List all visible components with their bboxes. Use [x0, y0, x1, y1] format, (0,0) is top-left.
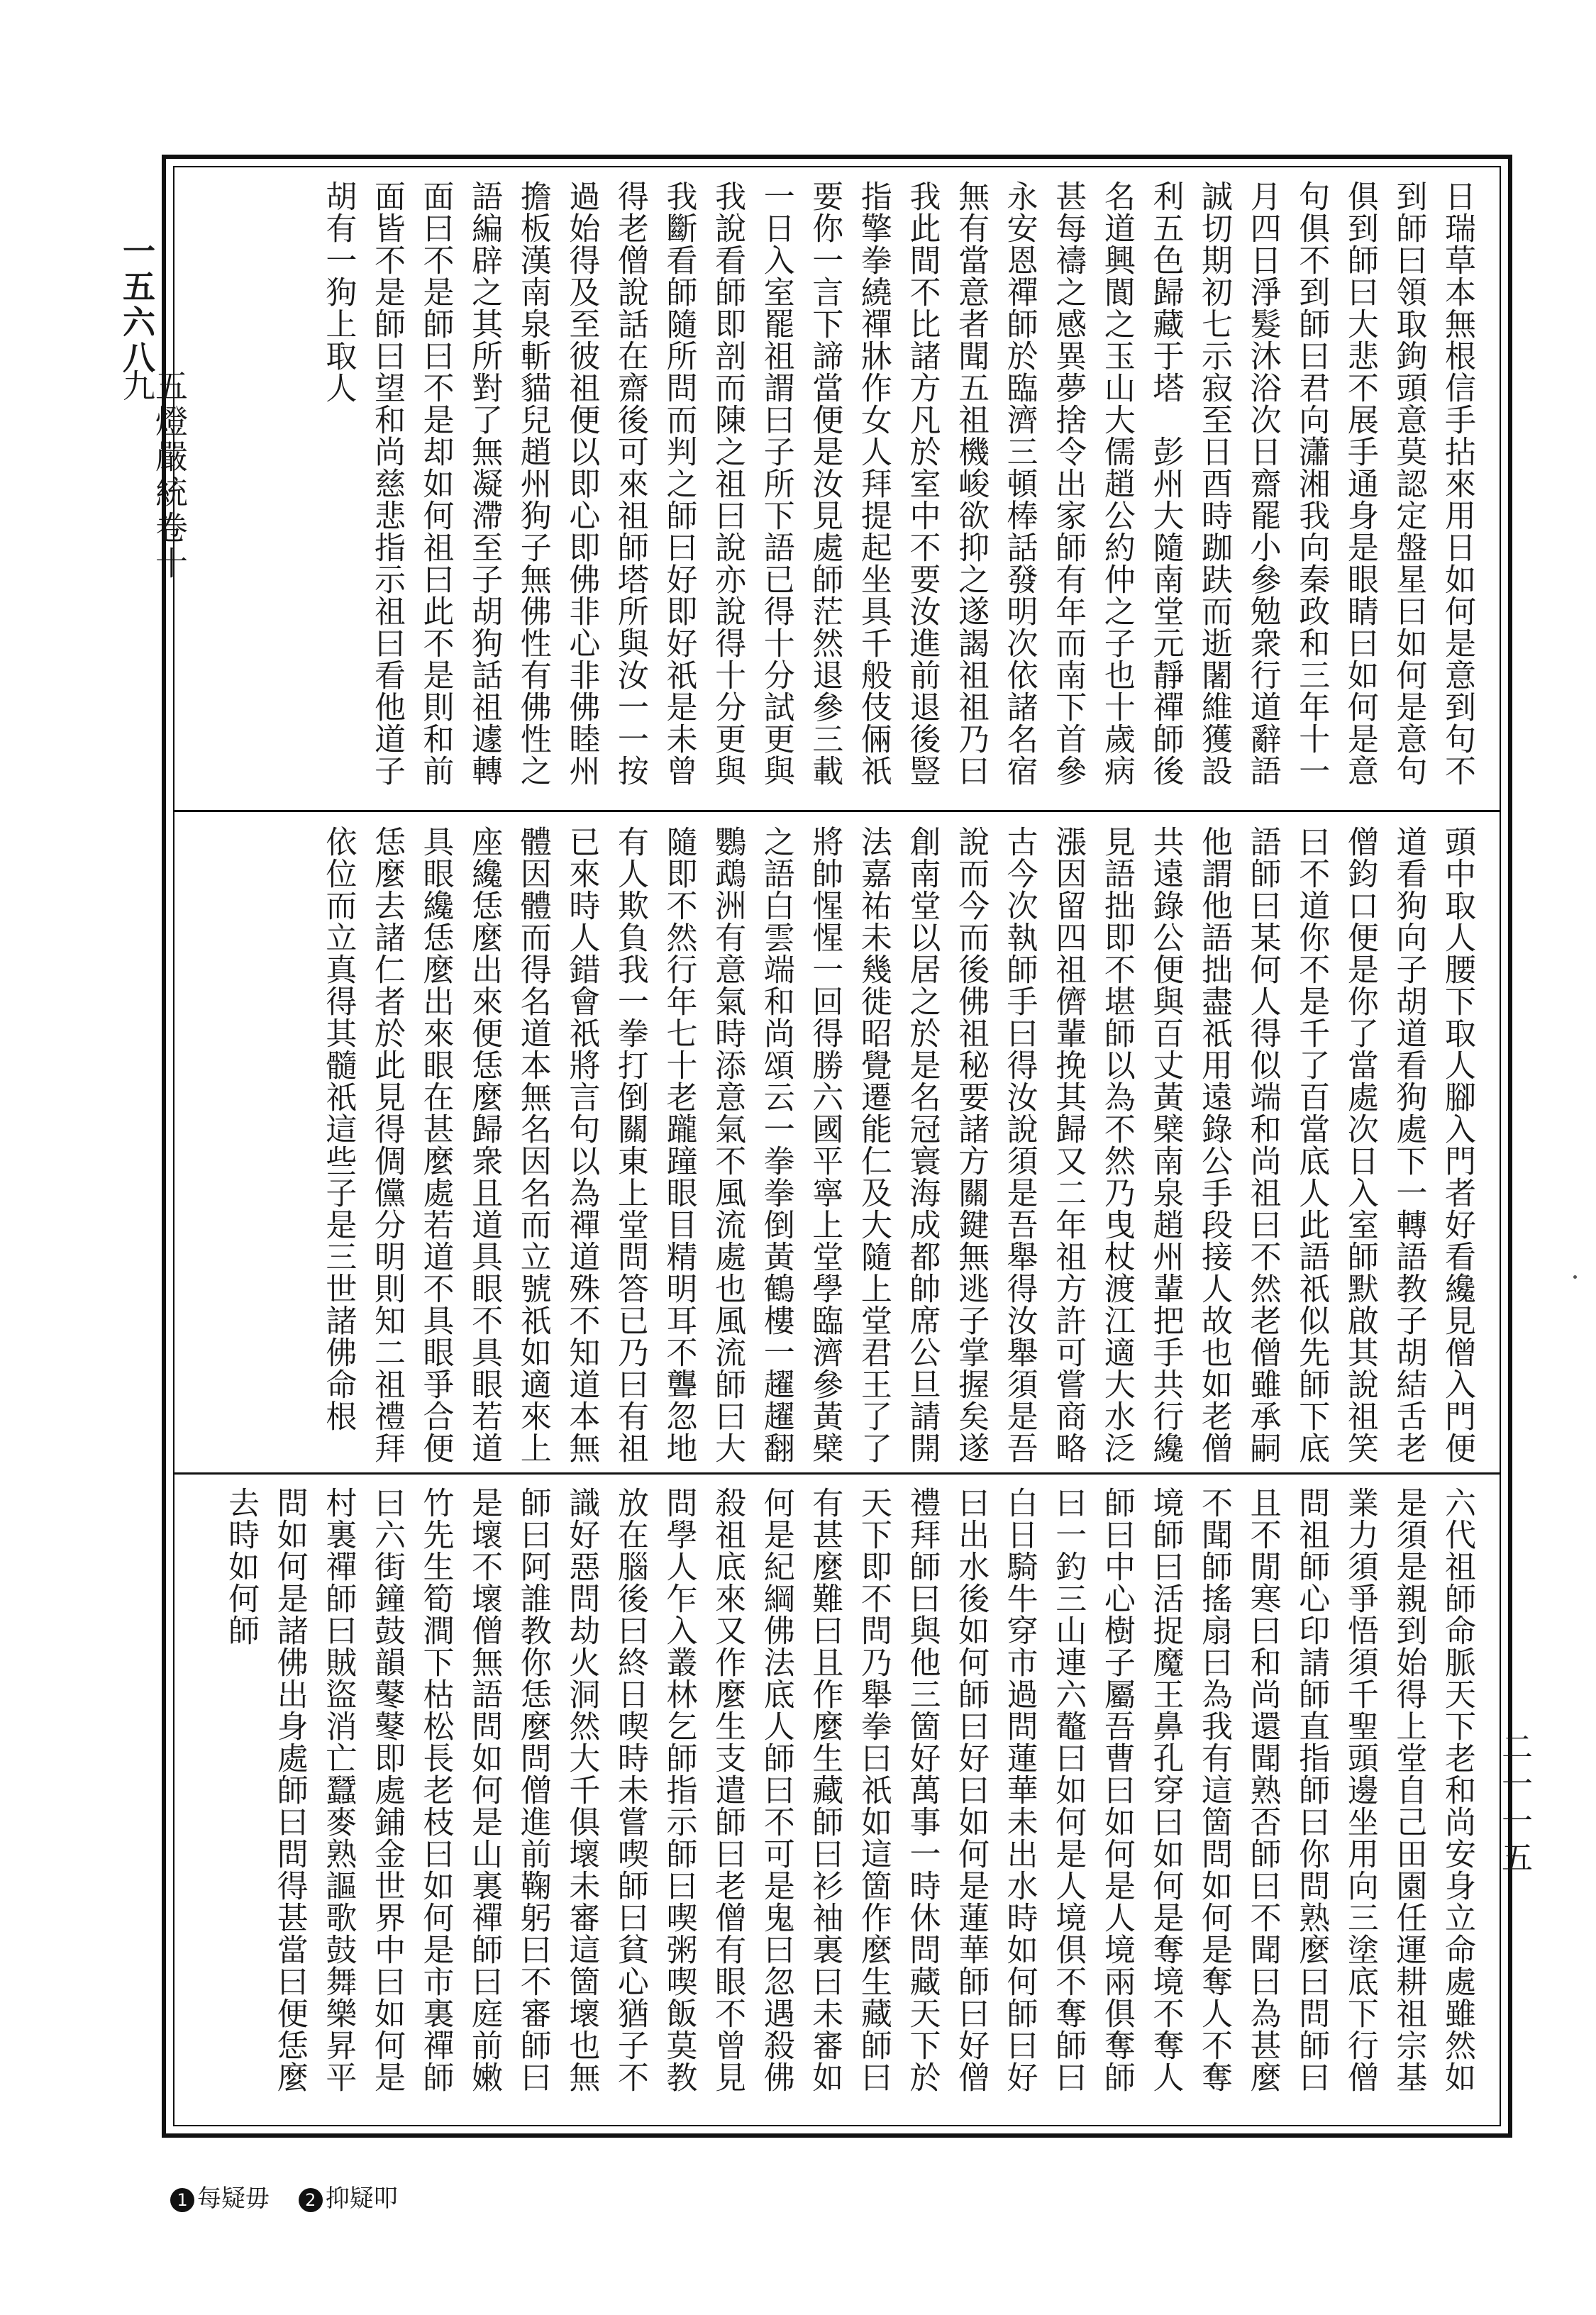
register-bottom — [174, 1474, 1500, 2122]
register-bottom-text: 六代祖師命脈天下老和尚安身立命處雖然如是須是親到始得上堂自己田園任運耕祖宗基業力須爭悟須千聖頭邊坐用向三塗底下行僧問祖師心印請師直指師曰你問熟麼曰問師曰且不閒寒曰和尚還聞熟否師曰不聞曰為甚麼不聞師搖扇曰為我有這箇問如何是奪人不奪境師曰活捉魔王鼻孔穿曰如何是奪境不奪人師曰中心樹子屬吾曹曰如何是人境兩俱奪師曰一釣三山連六鼇曰如何是人境俱不奪師曰白日騎牛穿市過問蓮華未出水時如何師曰好曰出水後如何師曰好曰如何是蓮華師曰好僧禮拜師曰與他三箇好萬事一時休問藏天下於天下即不問乃舉拳曰祇如這箇作麼生藏師曰有甚麼難曰且作麼生藏師曰衫袖裏曰未審如何是紀綱佛法底人師曰不可是鬼曰忽遇殺佛殺祖底來又作麼生支遣師曰老僧有眼不曾見問學人乍入叢林乞師指示師曰喫粥喫飯莫教放在腦後曰終日喫時未嘗喫師曰貧心猶子不識好惡問劫火洞然大千俱壞未審這箇壞也無師曰阿誰教你恁麼問僧進前鞠躬曰不審師曰是壞不壞僧無語問如何是山裏禪師曰庭前嫩竹先生筍澗下枯松長老枝曰如何是市裏禪師曰六街鐘鼓韻鼕鼕即處鋪金世界中曰如何是村裏禪師曰賊盜消亡蠶麥熟謳歌鼓舞樂昇平問如何是諸佛出身處師曰問得甚當曰便恁麼去時如何師 — [223, 1487, 1475, 2093]
page-number-left: 一五六八 — [118, 234, 156, 376]
text-frame-inner — [173, 166, 1501, 2126]
footnote-text: 抑疑叩 — [325, 2184, 398, 2213]
footnote-marker: 2 — [299, 2188, 323, 2212]
register-divider — [174, 810, 1500, 812]
register-middle — [174, 813, 1500, 1471]
page-number-right: 二一一五 — [1496, 1731, 1532, 1878]
running-title: 五燈嚴統卷十九 — [118, 369, 189, 582]
footnote-2 — [299, 2184, 398, 2213]
register-middle-text: 頭中取人腰下取人腳入門者好看纔見僧入門便道看狗向子胡道看狗處下一轉語教子胡結舌老僧鈞口便是你了當處次日入室師默啟其說祖笑曰不道你不是千了百當底人此語祇似先師下底語師曰某何人得似端和尚祖曰不然老僧雖承嗣他謂他語拙盡祇用遠錄公手段接人故也如老僧共遠錄公便與百丈黃檗南泉趙州輩把手共行纔見語拙即不堪師以為不然乃曳杖渡江適大水泛漲因留四祖儕輩挽其歸又二年祖方許可嘗商略古今次執師手曰得汝說須是吾舉得汝舉須是吾說而今而後佛祖秘要諸方關鍵無逃子掌握矣遂創南堂以居之於是名冠寰海成都帥席公旦請開法嘉祐未幾徙昭覺遷能仁及大隨上堂君王了了將帥惺惺一回得勝六國平寧上堂學臨濟參黃檗之語白雲端和尚頌云一拳拳倒黃鶴樓一趯趯翻鸚鵡洲有意氣時添意氣不風流處也風流師曰大隨即不然行年七十老躘蹱眼目精明耳不聾忽地有人欺負我一拳打倒關東上堂問答已乃曰有祖已來時人錯會祇將言句以為禪道殊不知道本無體因體而得名道本無名因名而立號祇如適來上座纔恁麼出來便恁麼歸衆且道具眼不具眼若道具眼纔恁麼出來眼在甚麼處若道不具眼爭合便恁麼去諸仁者於此見得倜儻分明則知二祖禮拜依位而立真得其髓祇這些子是三世諸佛命根 — [320, 826, 1475, 1464]
footnote-marker: 1 — [170, 2188, 194, 2212]
footnote-text: 每疑毋 — [197, 2184, 270, 2213]
scan-speck — [1573, 1275, 1577, 1279]
footnotes — [170, 2179, 419, 2214]
text-frame — [162, 155, 1512, 2138]
footnote-1 — [170, 2184, 277, 2213]
register-top — [174, 167, 1500, 810]
register-top-text: 日瑞草本無根信手拈來用日如何是意到句不到師曰領取鉤頭意莫認定盤星曰如何是意句俱到師曰大悲不展手通身是眼睛曰如何是意句俱不到師曰君向瀟湘我向秦政和三年十一月四日淨髮沐浴次日齋罷小參勉衆行道辭語誠切期初七示寂至日酉時跏趺而逝闍維獲設利五色歸藏于塔 彭州大隨南堂元靜禪師後名道興閬之玉山大儒趙公約仲之子也十歲病甚每禱之感異夢捨令出家師有年而南下首參永安恩禪師於臨濟三頓棒話發明次依諸名宿無有當意者聞五祖機峻欲抑之遂謁祖祖乃曰我此間不比諸方凡於室中不要汝進前退後豎指擎拳繞禪牀作女人拜提起坐具千般伎倆祇要你一言下諦當便是汝見處師茫然退參三載一日入室罷祖謂曰子所下語已得十分試更與我說看師即剖而陳之祖曰說亦說得十分更與我斷看師隨所問而判之師曰好即好祇是未曾得老僧說話在齋後可來祖師塔所與汝一一按過始得及至彼祖便以即心即佛非心非佛睦州擔板漢南泉斬貓兒趙州狗子無佛性有佛性之語編辟之其所對了無凝滯至子胡狗話祖遽轉面曰不是師曰不是却如何祖曰此不是則和前面皆不是師曰望和尚慈悲指示祖曰看他道子胡有一狗上取人 — [320, 180, 1475, 787]
